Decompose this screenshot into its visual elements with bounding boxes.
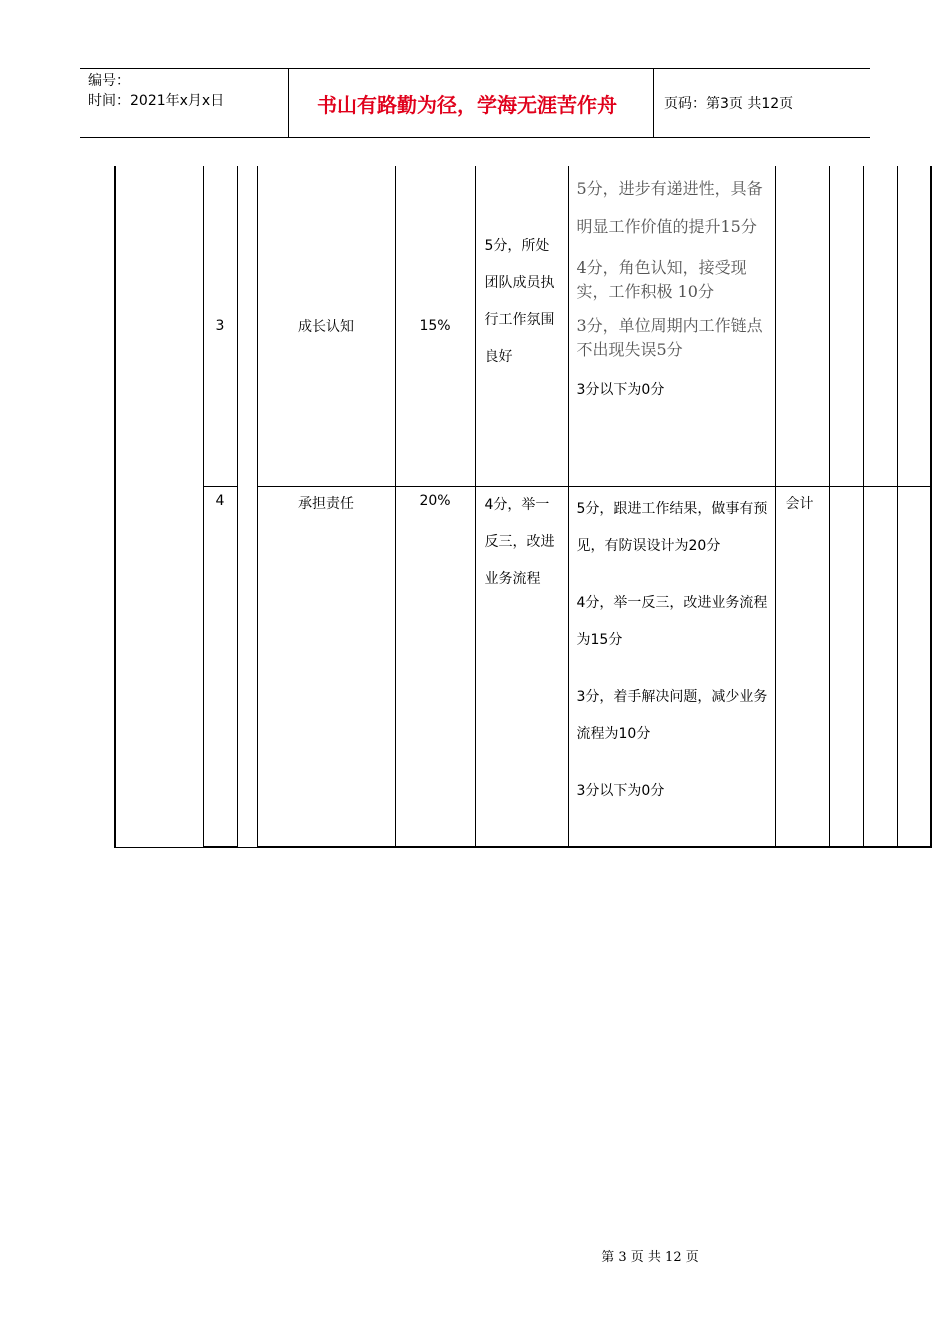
score-cell bbox=[897, 166, 931, 486]
criterion: 3分以下为0分 bbox=[576, 382, 665, 398]
criterion: 4分，举一反三，改进业务流程为15分 bbox=[576, 594, 768, 648]
criterion: 3分，单位周期内工作链点不出现失误5分 bbox=[576, 316, 763, 359]
table-row bbox=[115, 166, 931, 486]
header-meta bbox=[80, 69, 289, 137]
score-cell bbox=[829, 486, 863, 847]
weight-cell: 15% bbox=[395, 166, 475, 486]
criterion: 5分，进步有递进性，具备明显工作价值的提升15分 bbox=[576, 179, 763, 236]
criterion: 4分，角色认知，接受现实，工作积极 10分 bbox=[576, 258, 747, 301]
department-cell bbox=[775, 166, 829, 486]
assessment-item: 承担责任 bbox=[257, 486, 395, 847]
row-number: 3 bbox=[203, 166, 237, 486]
criteria-cell bbox=[568, 166, 775, 486]
document-time: 时间：2021年x月x日 bbox=[88, 93, 225, 109]
criterion: 3分以下为0分 bbox=[576, 782, 665, 799]
page-footer: 第 3 页 共 12 页 bbox=[601, 1250, 699, 1265]
criterion: 3分，着手解决问题，减少业务流程为10分 bbox=[576, 688, 768, 742]
standard-cell: 5分，所处团队成员执行工作氛围良好 bbox=[475, 166, 568, 486]
pager-label: 页码：第3页 共12页 bbox=[664, 96, 794, 112]
standard-cell: 4分，举一反三，改进业务流程 bbox=[475, 486, 568, 847]
weight-cell: 20% bbox=[395, 486, 475, 847]
score-cell bbox=[863, 486, 897, 847]
assessment-item: 成长认知 bbox=[257, 166, 395, 486]
header-pager bbox=[654, 69, 870, 137]
criteria-cell bbox=[568, 486, 775, 847]
score-cell bbox=[897, 486, 931, 847]
blank-cell bbox=[237, 166, 257, 847]
assessment-table bbox=[114, 166, 932, 848]
page-header bbox=[80, 68, 870, 138]
header-motto: 书山有路勤为径，学海无涯苦作舟 bbox=[281, 69, 654, 137]
category-cell bbox=[115, 166, 203, 847]
row-number: 4 bbox=[203, 486, 237, 847]
score-cell bbox=[829, 166, 863, 486]
score-cell bbox=[863, 166, 897, 486]
department-cell: 会计 bbox=[775, 486, 829, 847]
criterion: 5分，跟进工作结果，做事有预见，有防误设计为20分 bbox=[576, 500, 768, 554]
document-number: 编号： bbox=[88, 73, 130, 89]
